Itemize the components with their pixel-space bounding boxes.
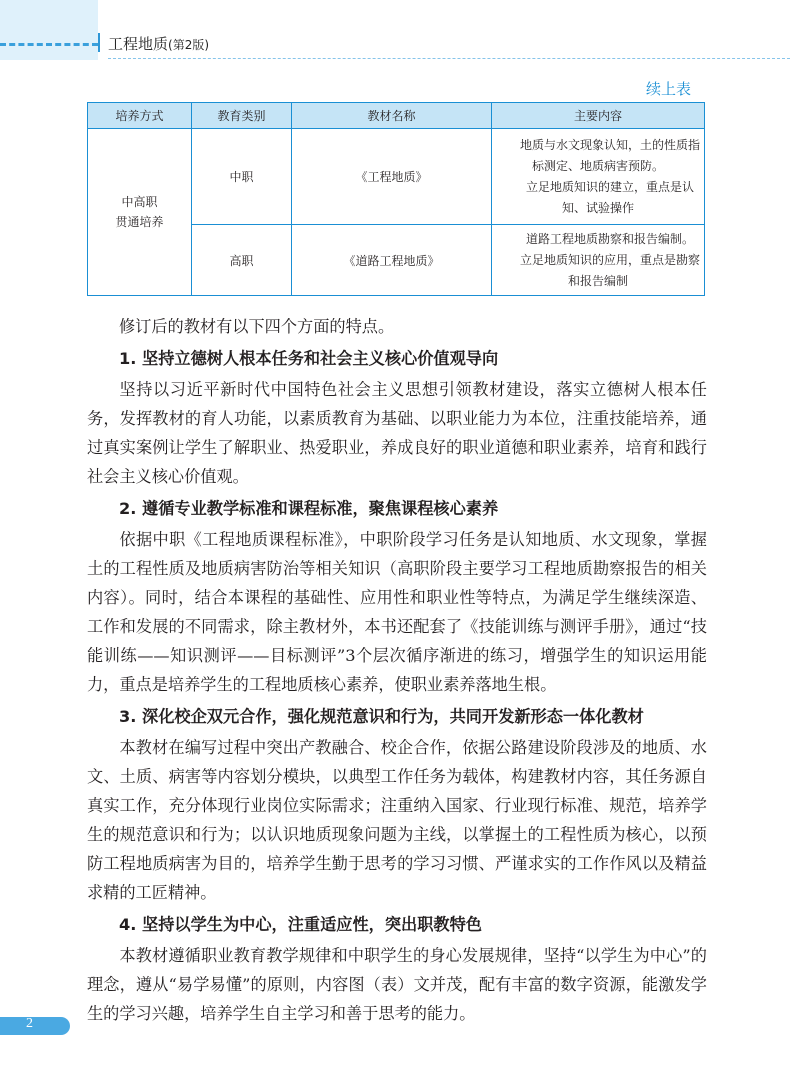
section-heading: 1. 坚持立德树人根本任务和社会主义核心价值观导向	[119, 349, 499, 368]
training-mode-cell	[88, 129, 192, 296]
content-line: 立足地质知识的应用，重点是勘察和报告编制	[519, 252, 700, 288]
content-line: 道路工程地质勘察和报告编制。	[525, 231, 694, 246]
book-title: 工程地质	[108, 35, 169, 53]
section-paragraph: 坚持以习近平新时代中国特色社会主义思想引领教材建设，落实立德树人根本任务，发挥教材的育人功能，以素质教育为基础、以职业能力为本位，注重技能培养，通过真实案例让学生了解职业、热爱职业，养成良好的职业道德和职业素养，培育和践行社会主义核心价值观。	[87, 380, 707, 486]
header-band	[0, 0, 98, 60]
category-cell: 中职	[192, 129, 292, 225]
content-cell	[492, 129, 705, 225]
content-line: 立足地质知识的建立，重点是认知、试验操作	[525, 179, 694, 215]
section-heading: 4. 坚持以学生为中心，注重适应性，突出职教特色	[119, 915, 482, 934]
header-dashes	[0, 43, 98, 46]
table-header-row	[88, 103, 705, 129]
body-text	[87, 312, 707, 1028]
textbook-cell: 《道路工程地质》	[292, 225, 492, 296]
section-paragraph: 本教材遵循职业教育教学规律和中职学生的身心发展规律，坚持“以学生为中心”的理念，遵从“易学易懂”的原则，内容图（表）文并茂，配有丰富的数字资源，能激发学生的学习兴趣，培养学生自主学习和善于思考的能力。	[87, 946, 707, 1023]
category-cell: 高职	[192, 225, 292, 296]
intro-paragraph: 修订后的教材有以下四个方面的特点。	[119, 317, 395, 336]
content-cell	[492, 225, 705, 296]
header-tick	[98, 33, 100, 52]
header-rule	[108, 58, 790, 59]
textbook-cell: 《工程地质》	[292, 129, 492, 225]
running-head	[108, 33, 209, 54]
section-heading: 3. 深化校企双元合作，强化规范意识和行为，共同开发新形态一体化教材	[119, 707, 644, 726]
training-mode: 中高职 贯通培养	[115, 195, 164, 229]
curriculum-table	[87, 102, 705, 296]
content-line: 地质与水文现象认知，土的性质指标测定、地质病害预防。	[519, 137, 700, 173]
table-continued-label: 续上表	[646, 80, 692, 98]
page-number: 2	[26, 1016, 33, 1031]
book-edition: (第2版)	[168, 38, 210, 52]
section-heading: 2. 遵循专业教学标准和课程标准，聚焦课程核心素养	[119, 499, 499, 518]
table-row	[88, 129, 705, 225]
col-header: 主要内容	[492, 103, 705, 129]
section-paragraph: 依据中职《工程地质课程标准》，中职阶段学习任务是认知地质、水文现象，掌握土的工程性质及地质病害防治等相关知识（高职阶段主要学习工程地质勘察报告的相关内容）。同时，结合本课程的基础性、应用性和职业性等特点，为满足学生继续深造、工作和发展的不同需求，除主教材外，本书还配套了《技能训练与测评手册》，通过“技能训练——知识测评——目标测评”3个层次循序渐进的练习，增强学生的知识运用能力，重点是培养学生的工程地质核心素养，使职业素养落地生根。	[87, 530, 707, 694]
page-number-tab	[0, 1017, 70, 1035]
col-header: 培养方式	[88, 103, 192, 129]
section-paragraph: 本教材在编写过程中突出产教融合、校企合作，依据公路建设阶段涉及的地质、水文、土质、病害等内容划分模块，以典型工作任务为载体，构建教材内容，其任务源自真实工作，充分体现行业岗位实际需求；注重纳入国家、行业现行标准、规范，培养学生的规范意识和行为；以认识地质现象问题为主线，以掌握土的工程性质为核心，以预防工程地质病害为目的，培养学生勤于思考的学习习惯、严谨求实的工作作风以及精益求精的工匠精神。	[87, 738, 707, 902]
col-header: 教材名称	[292, 103, 492, 129]
col-header: 教育类别	[192, 103, 292, 129]
